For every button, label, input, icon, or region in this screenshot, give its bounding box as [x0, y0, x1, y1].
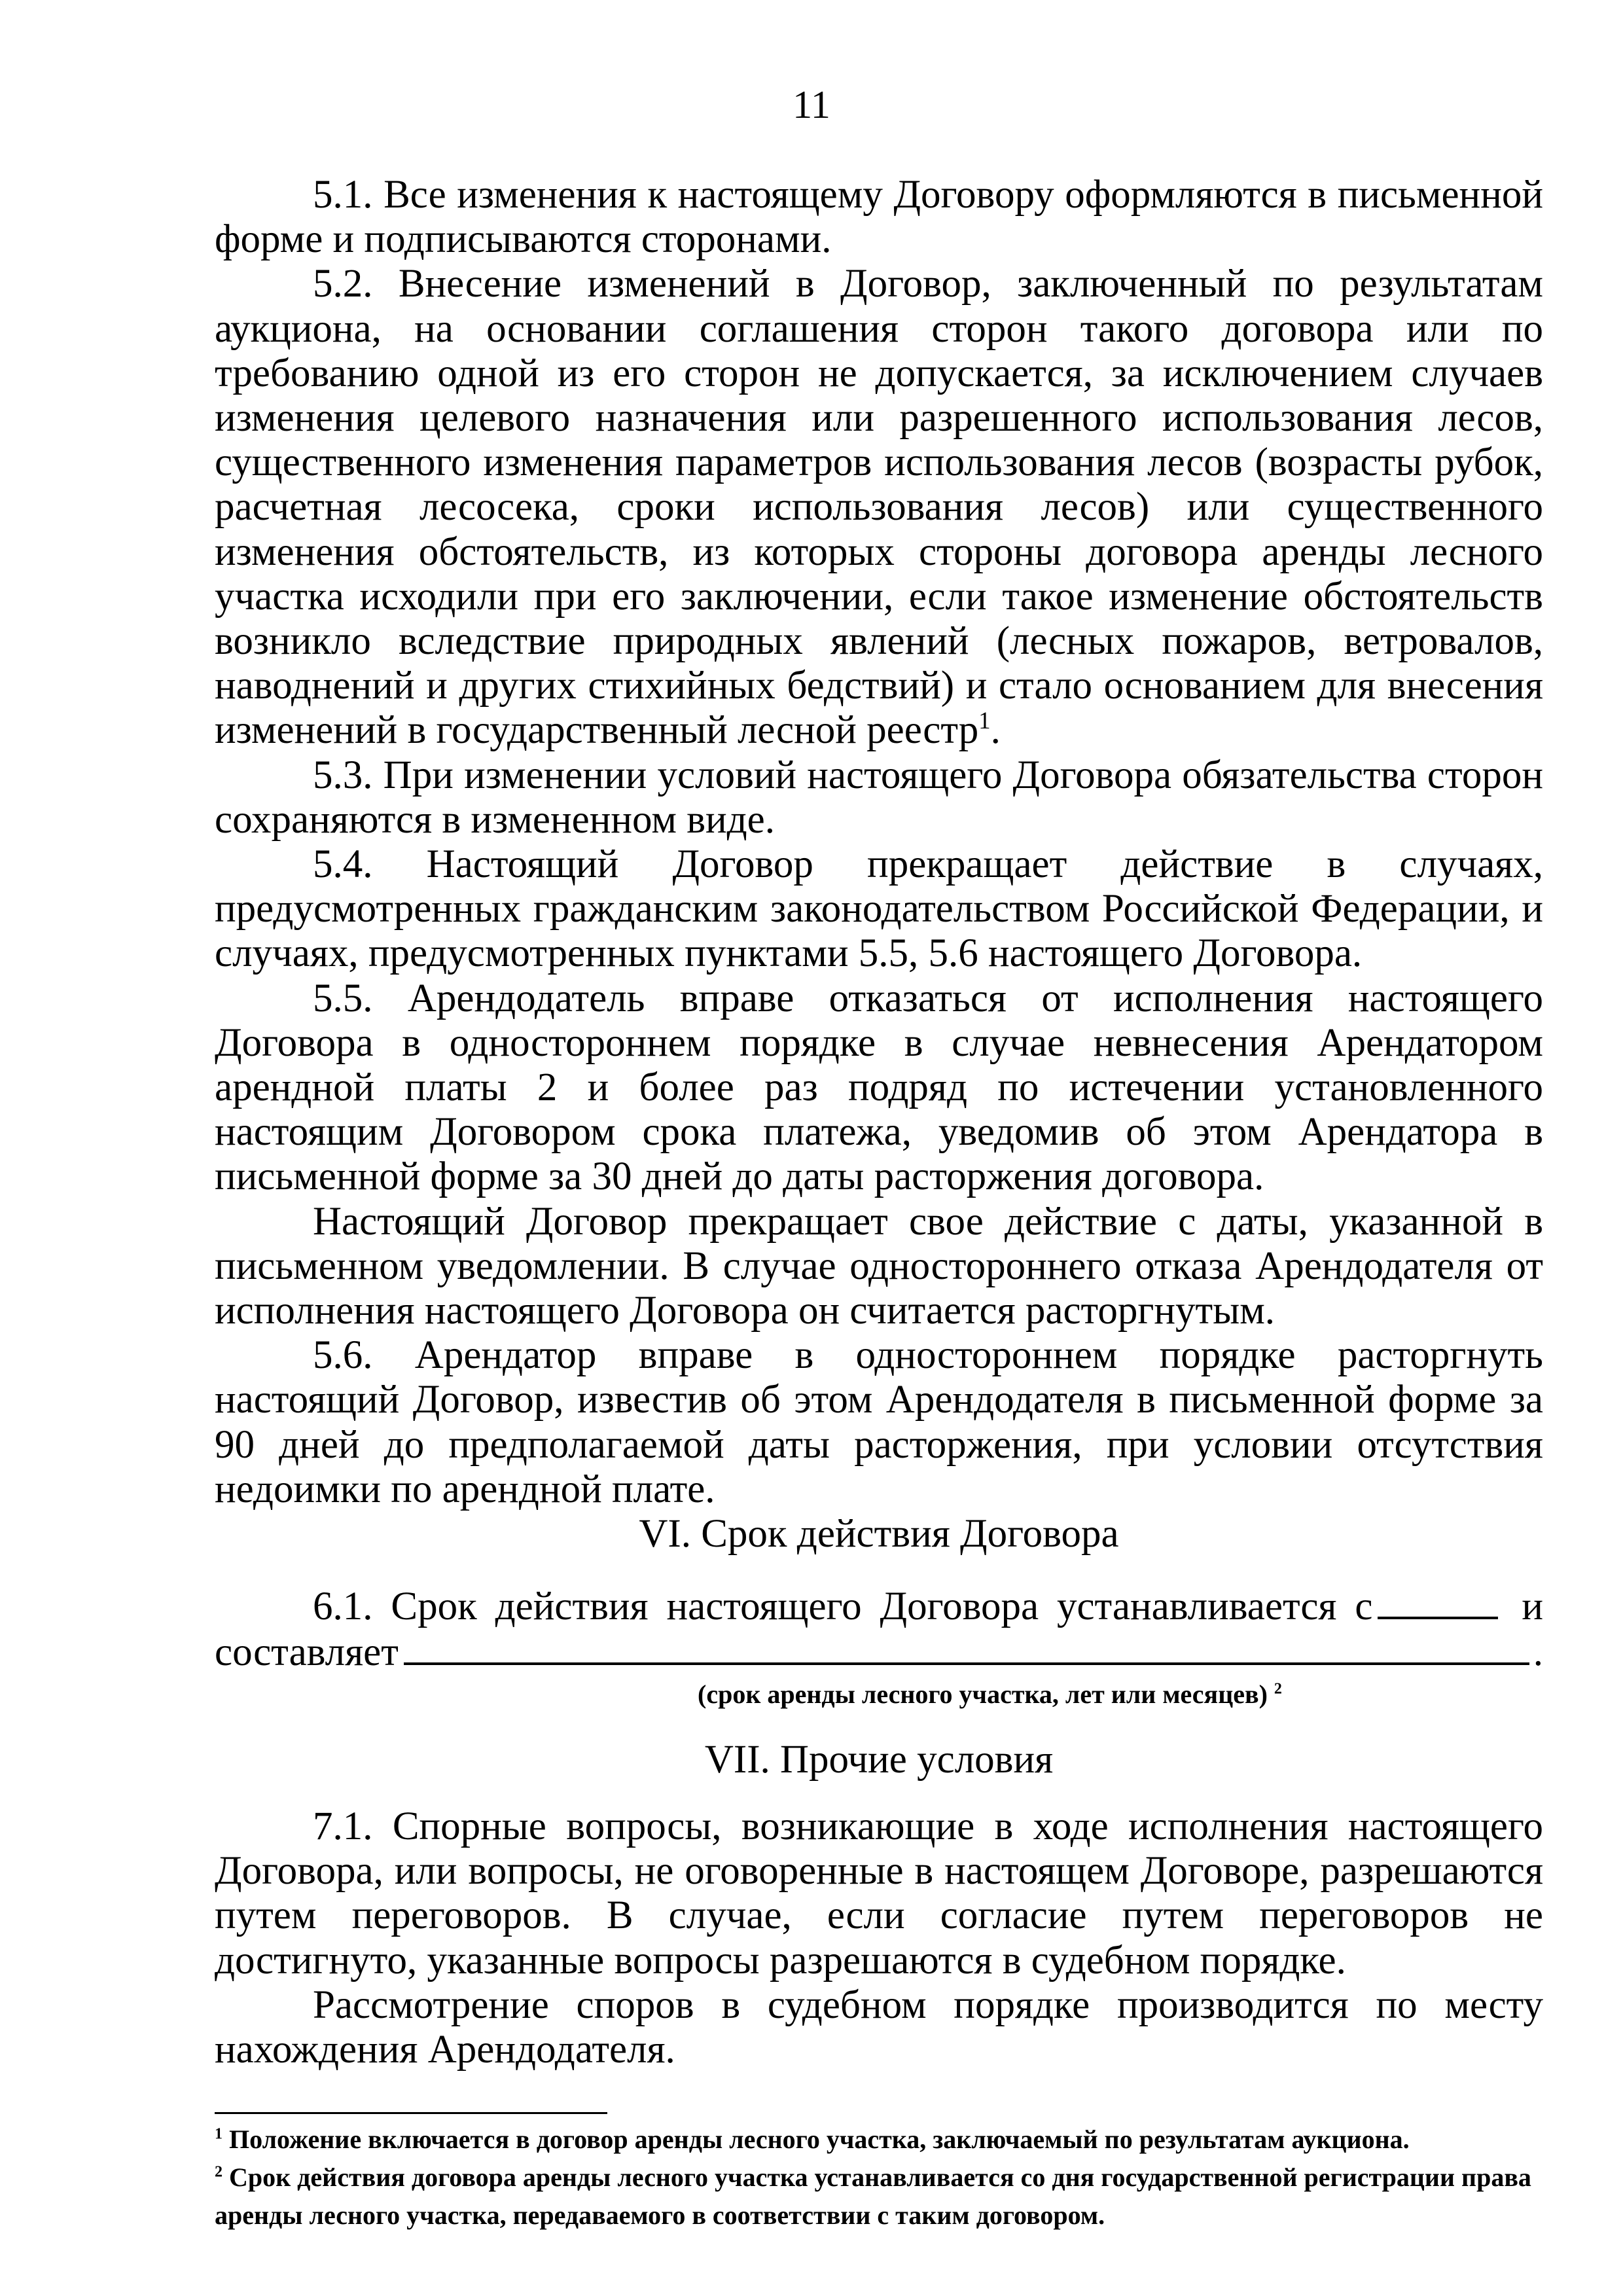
- clause-5-5: 5.5. Арендодатель вправе отказаться от исполнения настоящего Договора в одностороннем порядке в случае невнесения Арендатором арендной платы 2 и более раз подряд по истечении установленного настоящим Договором срока платежа, уведомив об этом Арендатора в письменной форме за 30 дней до даты расторжения договора.: [215, 976, 1543, 1199]
- page-number: 11: [793, 83, 830, 126]
- lease-term-caption: [215, 1676, 1543, 1713]
- footnote-2-mark: 2: [215, 2163, 223, 2181]
- clause-5-1: 5.1. Все изменения к настоящему Договору оформляются в письменной форме и подписываются сторонами.: [215, 173, 1543, 262]
- footnote-1-mark: 1: [215, 2125, 223, 2143]
- clause-5-2-end: .: [990, 708, 1001, 753]
- footnote-ref-1: 1: [978, 707, 991, 734]
- clause-6-1-line2: [215, 1630, 1543, 1675]
- clause-5-6: 5.6. Арендатор вправе в одностороннем порядке расторгнуть настоящий Договор, известив об этом Арендодателя в письменной форме за 90 дней до предполагаемой даты расторжения, при условии отсутствия недоимки по арендной плате.: [215, 1333, 1543, 1511]
- footnote-2-text: Срок действия договора аренды лесного участка устанавливается со дня государственной регистрации права аренды лесного участка, передаваемого в соответствии с таким договором.: [215, 2162, 1531, 2230]
- footnote-1: [215, 2121, 1543, 2159]
- footnote-2: [215, 2159, 1543, 2234]
- footnote-separator: [215, 2112, 607, 2114]
- clause-5-5-continued: Настоящий Договор прекращает свое действие с даты, указанной в письменном уведомлении. В случае одностороннего отказа Арендодателя от исполнения настоящего Договора он считается расторгнутым.: [215, 1199, 1543, 1333]
- clause-6-1-and: и: [1522, 1585, 1544, 1629]
- clause-6-1-text: 6.1. Срок действия настоящего Договора устанавливается с: [313, 1585, 1373, 1629]
- section-6-heading: VI. Срок действия Договора: [639, 1512, 1119, 1556]
- clause-5-2: [215, 262, 1543, 753]
- start-date-blank[interactable]: [1378, 1584, 1498, 1619]
- clause-5-4: 5.4. Настоящий Договор прекращает действие в случаях, предусмотренных гражданским законодательством Российской Федерации, и случаях, предусмотренных пунктами 5.5, 5.6 настоящего Договора.: [215, 842, 1543, 976]
- section-7-heading: VII. Прочие условия: [704, 1737, 1054, 1782]
- clause-5-3: 5.3. При изменении условий настоящего Договора обязательства сторон сохраняются в измененном виде.: [215, 753, 1543, 842]
- lease-term-blank[interactable]: [404, 1630, 1529, 1665]
- footnotes: [215, 2121, 1543, 2234]
- clause-6-1-line2-label: составляет: [215, 1630, 399, 1674]
- clause-6-1-period: .: [1533, 1630, 1543, 1674]
- clause-6-1: [215, 1584, 1543, 1629]
- lease-term-caption-text: (срок аренды лесного участка, лет или месяцев): [698, 1679, 1268, 1709]
- footnote-1-text: Положение включается в договор аренды лесного участка, заключаемый по результатам аукциона.: [229, 2125, 1410, 2154]
- document-body: [215, 173, 1543, 2072]
- clause-7-1: 7.1. Спорные вопросы, возникающие в ходе исполнения настоящего Договора, или вопросы, не оговоренные в настоящем Договоре, разрешаются путем переговоров. В случае, если согласие путем переговоров не достигнуто, указанные вопросы разрешаются в судебном порядке.: [215, 1804, 1543, 1982]
- clause-5-2-text: 5.2. Внесение изменений в Договор, заключенный по результатам аукциона, на основании соглашения сторон такого договора или по требованию одной из его сторон не допускается, за исключением случаев изменения целевого назначения или разрешенного использования лесов, существенного изменения параметров использования лесов (возрасты рубок, расчетная лесосека, сроки использования лесов) или существенного изменения обстоятельств, из которых стороны договора аренды лесного участка исходили при его заключении, если такое изменение обстоятельств возникло вследствие природных явлений (лесных пожаров, ветровалов, наводнений и других стихийных бедствий) и стало основанием для внесения изменений в государственный лесной реестр: [215, 262, 1543, 753]
- footnote-ref-2: 2: [1274, 1680, 1282, 1698]
- clause-7-1-continued: Рассмотрение споров в судебном порядке производится по месту нахождения Арендодателя.: [215, 1982, 1543, 2072]
